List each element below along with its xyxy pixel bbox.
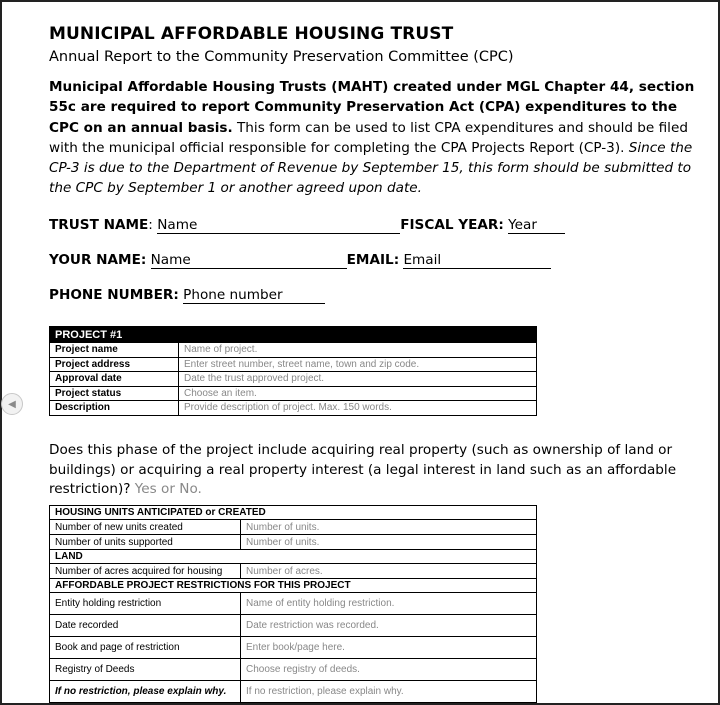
description-field[interactable]: Provide description of project. Max. 150 words. [179,401,537,416]
description-label: Description [50,401,179,416]
your-name-field[interactable]: Name [151,253,347,269]
project-address-field[interactable]: Enter street number, street name, town and zip code. [179,357,537,372]
housing-units-header: HOUSING UNITS ANTICIPATED or CREATED [50,506,537,520]
table-row [50,593,537,615]
project-address-label: Project address [50,357,179,372]
registry-label: Registry of Deeds [50,659,241,681]
table-row [50,343,537,358]
land-header: LAND [50,550,537,564]
table-row [50,615,537,637]
fiscal-year-label: FISCAL YEAR: [400,217,504,233]
new-units-field[interactable]: Number of units. [241,520,537,535]
acquisition-question [49,441,709,500]
table-row [50,372,537,387]
project-name-label: Project name [50,343,179,358]
acres-field[interactable]: Number of acres. [241,564,537,579]
table-row [50,564,537,579]
phone-field[interactable]: Phone number [183,288,325,304]
table-row [50,659,537,681]
restrictions-header: AFFORDABLE PROJECT RESTRICTIONS FOR THIS PROJECT [50,579,537,593]
trust-name-field[interactable]: Name [157,218,400,234]
entity-label: Entity holding restriction [50,593,241,615]
intro-bold: Municipal Affordable Housing Trusts (MAHT) created under MGL Chapter 44, section 55c are required to report Community Preservation Act (CPA) expenditures to the CPC on an annual basis. [49,79,695,136]
approval-date-field[interactable]: Date the trust approved project. [179,372,537,387]
table-row [50,637,537,659]
table-row [50,520,537,535]
no-restriction-label: If no restriction, please explain why. [50,681,241,703]
no-restriction-field[interactable]: If no restriction, please explain why. [241,681,537,703]
housing-table [49,505,537,703]
intro-italic: Since the CP-3 is due to the Department of Revenue by September 15, this form should be submitted to the CPC by September 1 or another agreed upon date. [49,139,693,197]
table-row [50,681,537,703]
page-subtitle: Annual Report to the Community Preservation Committee (CPC) [49,49,514,65]
page-title: MUNICIPAL AFFORDABLE HOUSING TRUST [49,24,454,44]
question-text: Does this phase of the project include acquiring real property (such as ownership of land or buildings) or acquiring a real property interest (a legal interest in land such as an affordable restriction)? [49,442,677,498]
table-row [50,401,537,416]
trust-name-label: TRUST NAME [49,217,149,233]
project-status-dropdown[interactable]: Choose an item. [179,386,537,401]
table-row [50,535,537,550]
intro-paragraph [49,77,709,199]
project-name-field[interactable]: Name of project. [179,343,537,358]
intro-normal: This form can be used to list CPA expenditures and should be filed with the municipal official responsible for completing the CPA Projects Report (CP-3). [49,119,688,156]
approval-date-label: Approval date [50,372,179,387]
table-row [50,386,537,401]
table-row [50,357,537,372]
trust-name-line: TRUST NAME: Name FISCAL YEAR: Year [49,217,565,234]
email-field[interactable]: Email [403,253,551,269]
book-page-field[interactable]: Enter book/page here. [241,637,537,659]
email-label: EMAIL: [346,252,400,268]
registry-dropdown[interactable]: Choose registry of deeds. [241,659,537,681]
yes-no-dropdown[interactable]: Yes or No. [134,481,202,498]
new-units-label: Number of new units created [50,520,241,535]
project-status-label: Project status [50,386,179,401]
your-name-label: YOUR NAME: [49,252,147,268]
date-recorded-label: Date recorded [50,615,241,637]
your-name-line [49,252,551,269]
supported-units-field[interactable]: Number of units. [241,535,537,550]
phone-line [49,287,325,304]
chevron-left-icon[interactable]: ◀ [1,393,23,415]
acres-label: Number of acres acquired for housing [50,564,241,579]
phone-label: PHONE NUMBER: [49,287,179,303]
project-table [49,326,537,416]
entity-field[interactable]: Name of entity holding restriction. [241,593,537,615]
fiscal-year-field[interactable]: Year [508,218,565,234]
book-page-label: Book and page of restriction [50,637,241,659]
project-header: PROJECT #1 [50,327,537,343]
supported-units-label: Number of units supported [50,535,241,550]
date-recorded-field[interactable]: Date restriction was recorded. [241,615,537,637]
